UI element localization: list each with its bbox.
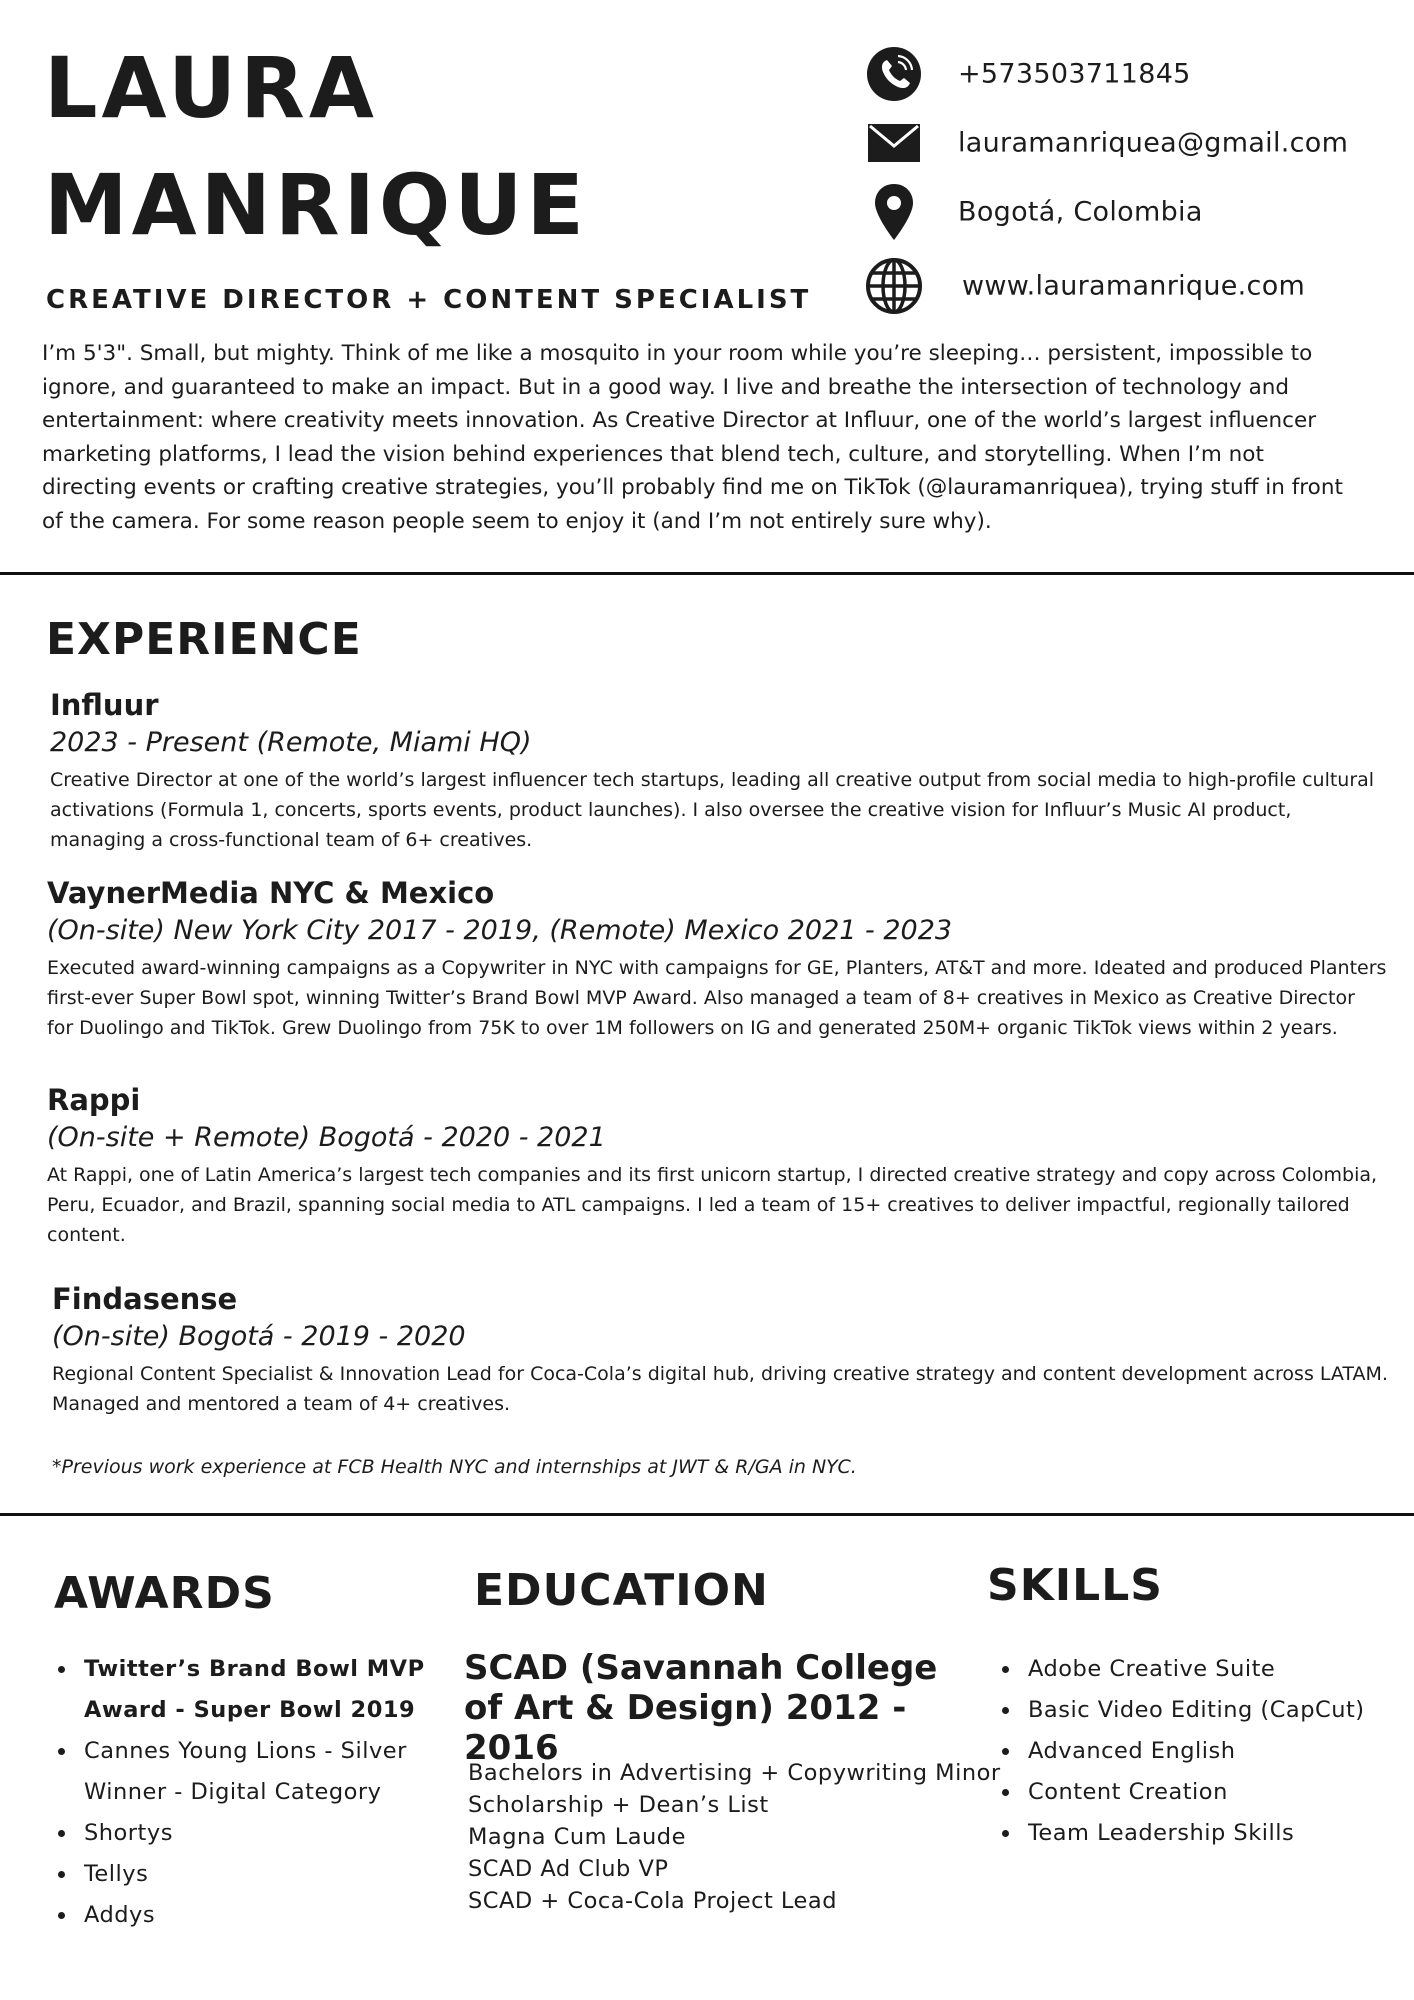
education-line: Scholarship + Dean’s List xyxy=(468,1792,769,1818)
location-text: Bogotá, Colombia xyxy=(958,196,1203,228)
job-title: CREATIVE DIRECTOR + CONTENT SPECIALIST xyxy=(46,285,812,315)
contact-email xyxy=(864,113,1384,173)
job-dates: (On-site) New York City 2017 - 2019, (Remote) Mexico 2021 - 2023 xyxy=(47,915,953,946)
contact-phone xyxy=(864,44,1384,104)
skill-item: • Content Creation xyxy=(1022,1772,1414,1813)
summary-paragraph: I’m 5'3". Small, but mighty. Think of me like a mosquito in your room while you’re sleeping… persistent, impossible to ignore, and guaranteed to make an impact. But in a good way. I live and breathe the intersection of technology and entertainment: where creativity meets innovation. As Creative Director at Influur, one of the world’s largest influencer marketing platforms, I lead the vision behind experiences that blend tech, culture, and storytelling. When I’m not directing events or crafting creative strategies, you’ll probably find me on TikTok (@lauramanriquea), trying stuff in front of the camera. For some reason people seem to enjoy it (and I’m not entirely sure why). xyxy=(42,341,1343,534)
job-description: At Rappi, one of Latin America’s largest tech companies and its first unicorn startup, I directed creative strategy and copy across Colombia, Peru, Ecuador, and Brazil, spanning social media to ATL campaigns. I led a team of 15+ creatives to deliver impactful, regionally tailored content. xyxy=(47,1164,1378,1246)
job-dates: 2023 - Present (Remote, Miami HQ) xyxy=(50,727,532,758)
skill-item: • Team Leadership Skills xyxy=(1022,1813,1414,1854)
first-name: LAURA xyxy=(44,39,378,137)
company-name: Findasense xyxy=(52,1282,238,1316)
email-address[interactable]: lauramanriquea@gmail.com xyxy=(958,127,1349,159)
skill-item: • Basic Video Editing (CapCut) xyxy=(1022,1690,1414,1731)
divider xyxy=(0,572,1414,575)
candidate-name xyxy=(44,30,588,264)
company-name: Rappi xyxy=(47,1083,141,1117)
experience-item-vaynermedia xyxy=(47,875,1387,1043)
education-line: SCAD + Coca-Cola Project Lead xyxy=(468,1888,837,1914)
phone-number[interactable]: +573503711845 xyxy=(958,58,1191,90)
experience-footnote: *Previous work experience at FCB Health NYC and internships at JWT & R/GA in NYC. xyxy=(52,1456,857,1478)
education-line: Bachelors in Advertising + Copywriting Minor xyxy=(468,1760,1001,1786)
job-dates: (On-site) Bogotá - 2019 - 2020 xyxy=(52,1321,466,1352)
experience-heading: EXPERIENCE xyxy=(46,614,362,665)
phone-icon xyxy=(864,44,924,104)
award-item: • Cannes Young Lions - Silver Winner - Digital Category xyxy=(78,1731,438,1813)
location-pin-icon xyxy=(864,182,924,242)
skills-heading: SKILLS xyxy=(987,1560,1163,1611)
education-line: SCAD Ad Club VP xyxy=(468,1856,669,1882)
education-line: Magna Cum Laude xyxy=(468,1824,686,1850)
email-icon xyxy=(864,113,924,173)
award-item: • Addys xyxy=(78,1895,438,1936)
globe-icon xyxy=(864,256,924,316)
company-name: Influur xyxy=(50,688,159,722)
experience-item-rappi xyxy=(47,1082,1387,1250)
award-item: • Shortys xyxy=(78,1813,438,1854)
awards-list xyxy=(50,1649,438,1936)
awards-heading: AWARDS xyxy=(54,1568,275,1619)
divider xyxy=(0,1513,1414,1516)
award-item: • Tellys xyxy=(78,1854,438,1895)
skill-item: • Advanced English xyxy=(1022,1731,1414,1772)
education-heading: EDUCATION xyxy=(474,1565,769,1616)
contact-website xyxy=(864,256,1384,316)
last-name: MANRIQUE xyxy=(44,156,588,254)
contact-location xyxy=(864,182,1384,242)
job-description: Regional Content Specialist & Innovation Lead for Coca-Cola’s digital hub, driving creative strategy and content development across LATAM. Managed and mentored a team of 4+ creatives. xyxy=(52,1363,1388,1415)
job-dates: (On-site + Remote) Bogotá - 2020 - 2021 xyxy=(47,1122,606,1153)
education-school: SCAD (Savannah College of Art & Design) 2012 - 2016 xyxy=(464,1648,938,1768)
education-details xyxy=(468,1757,1001,1917)
job-description: Executed award-winning campaigns as a Copywriter in NYC with campaigns for GE, Planters, AT&T and more. Ideated and produced Planters first-ever Super Bowl spot, winning Twitter’s Brand Bowl MVP Award. Also managed a team of 8+ creatives in Mexico as Creative Director for Duolingo and TikTok. Grew Duolingo from 75K to over 1M followers on IG and generated 250M+ organic TikTok views within 2 years. xyxy=(47,957,1387,1039)
experience-item-influur xyxy=(50,687,1390,855)
experience-item-findasense xyxy=(52,1281,1392,1419)
job-description: Creative Director at one of the world’s largest influencer tech startups, leading all creative output from social media to high-profile cultural activations (Formula 1, concerts, sports events, product launches). I also oversee the creative vision for Influur’s Music AI product, managing a cross-functional team of 6+ creatives. xyxy=(50,769,1375,851)
company-name: VaynerMedia NYC & Mexico xyxy=(47,876,495,910)
website-link[interactable]: www.lauramanrique.com xyxy=(962,270,1306,302)
award-item: • Twitter’s Brand Bowl MVP Award - Super Bowl 2019 xyxy=(78,1649,438,1731)
skills-list xyxy=(994,1649,1414,1854)
skill-item: • Adobe Creative Suite xyxy=(1022,1649,1414,1690)
